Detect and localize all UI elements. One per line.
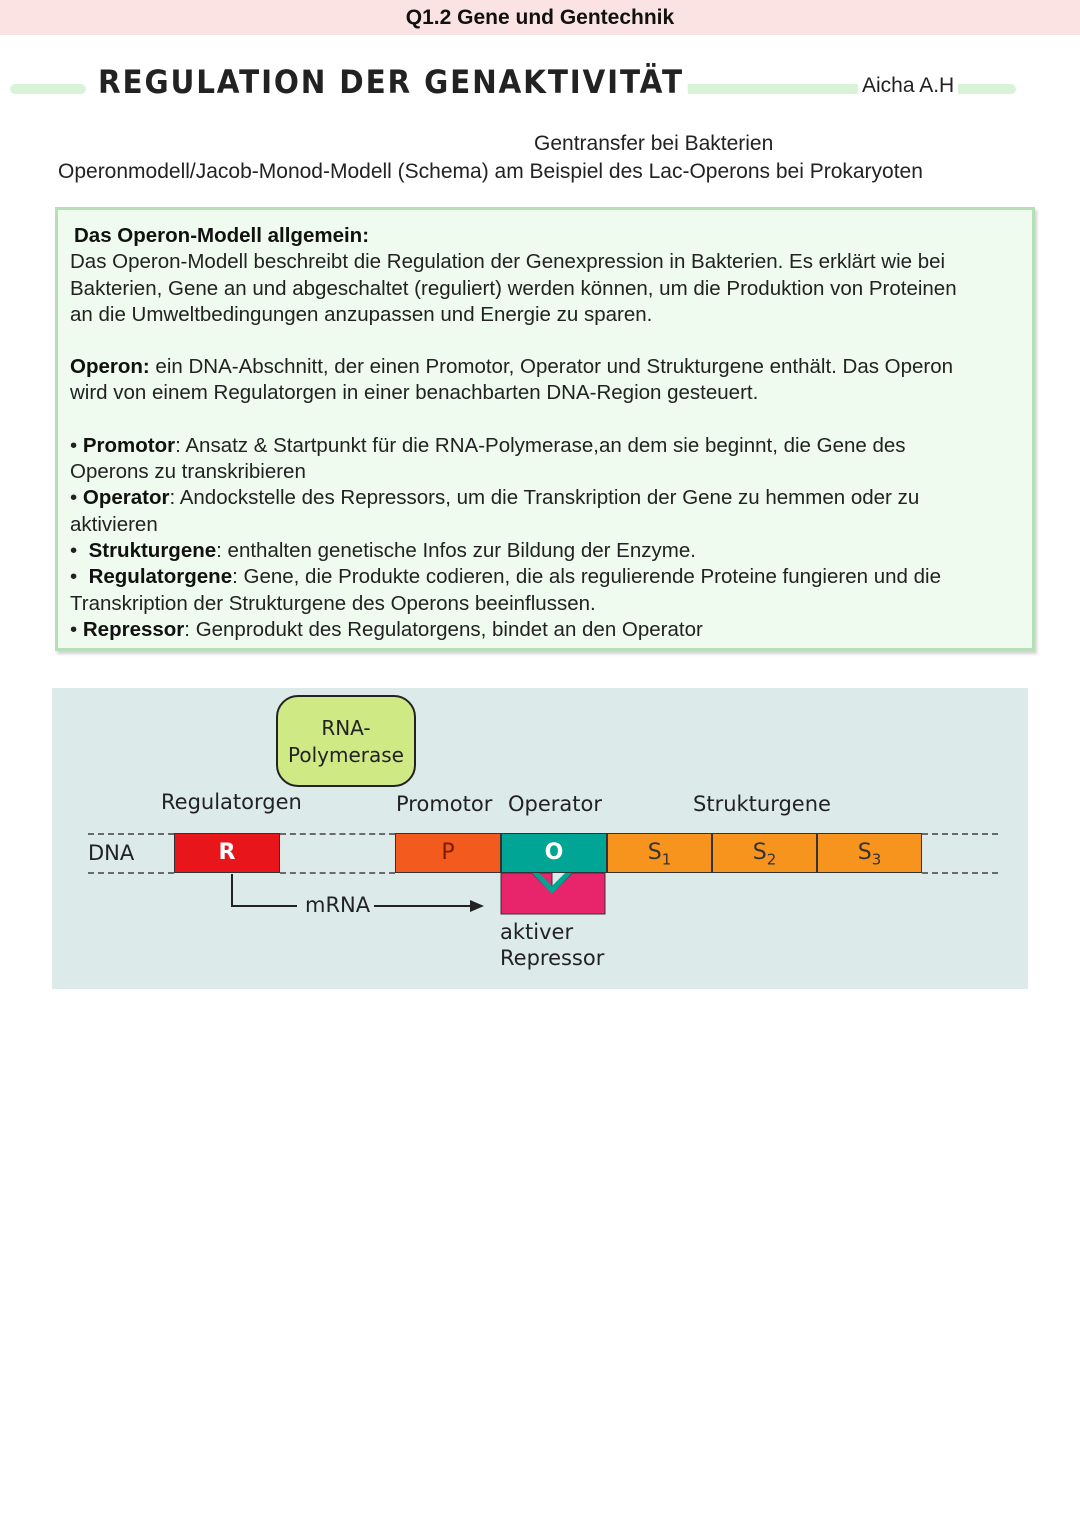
regulator-gene-box: R [174, 833, 280, 873]
operon-definition-cont: wird von einem Regulatorgen in einer benachbarten DNA-Region gesteuert. [70, 381, 759, 405]
subtitle-operonmodell: Operonmodell/Jacob-Monod-Modell (Schema) am Beispiel des Lac-Operons bei Prokaryoten [58, 160, 923, 183]
bullet-promotor: • Promotor: Ansatz & Startpunkt für die RNA-Polymerase,an dem sie beginnt, die Gene des [70, 433, 906, 457]
mrna-arrowhead [470, 900, 484, 912]
s2-subscript: 2 [766, 850, 777, 869]
repressor-label-1: aktiver [500, 920, 574, 944]
rna-polymerase-label-1: RNA- [321, 716, 371, 740]
label-promotor: Promotor [396, 792, 493, 816]
info-heading: Das Operon-Modell allgemein: [74, 224, 370, 247]
page-title: REGULATION DER GENAKTIVITÄT [98, 63, 688, 101]
label-mrna: mRNA [305, 893, 371, 917]
bullet-strukturgene: • Strukturgene: enthalten genetische Infos zur Bildung der Enzyme. [70, 538, 696, 562]
s2-label: S [752, 840, 767, 865]
title-decoration-left [10, 84, 86, 94]
bullet-operator-cont: aktivieren [70, 512, 158, 536]
s3-subscript: 3 [871, 850, 882, 869]
info-intro-line: Bakterien, Gene an und abgeschaltet (reguliert) werden können, um die Produktion von Proteinen [70, 276, 957, 300]
promotor-box: P [395, 833, 501, 873]
bullet-promotor-cont: Operons zu transkribieren [70, 460, 306, 484]
operator-box: O [501, 833, 607, 873]
bullet-regulatorgene-cont: Transkription der Strukturgene des Operons beeinflussen. [70, 591, 596, 615]
bullet-operator: • Operator: Andockstelle des Repressors, um die Transkription der Gene zu hemmen oder zu [70, 486, 920, 510]
label-strukturgene: Strukturgene [693, 792, 831, 816]
label-regulatorgen: Regulatorgen [161, 790, 302, 814]
course-header: Q1.2 Gene und Gentechnik [0, 0, 1080, 35]
operon-info-box [55, 207, 1035, 651]
label-operator: Operator [508, 792, 602, 816]
label-active-repressor [500, 919, 604, 971]
label-dna: DNA [88, 841, 135, 865]
info-intro-line: Das Operon-Modell beschreibt die Regulation der Genexpression in Bakterien. Es erklärt wie bei [70, 250, 946, 274]
s3-label: S [857, 840, 872, 865]
bullet-regulatorgene: • Regulatorgene: Gene, die Produkte codieren, die als regulierende Proteine fungieren und die [70, 565, 941, 589]
rna-polymerase-label-2: Polymerase [288, 743, 404, 767]
subtitle-gentransfer: Gentransfer bei Bakterien [534, 132, 774, 155]
active-repressor-shape [501, 873, 605, 914]
author-name: Aicha A.H [858, 74, 958, 98]
info-intro-line: an die Umweltbedingungen anzupassen und Energie zu sparen. [70, 302, 653, 326]
mrna-arrow-line [232, 874, 297, 906]
operon-definition: Operon: ein DNA-Abschnitt, der einen Promotor, Operator und Strukturgene enthält. Das Operon [70, 355, 954, 379]
operon-diagram [52, 688, 1028, 989]
bullet-repressor: • Repressor: Genprodukt des Regulatorgens, bindet an den Operator [70, 617, 703, 641]
repressor-label-2: Repressor [500, 946, 605, 970]
s1-subscript: 1 [661, 850, 672, 869]
s1-label: S [647, 840, 662, 865]
